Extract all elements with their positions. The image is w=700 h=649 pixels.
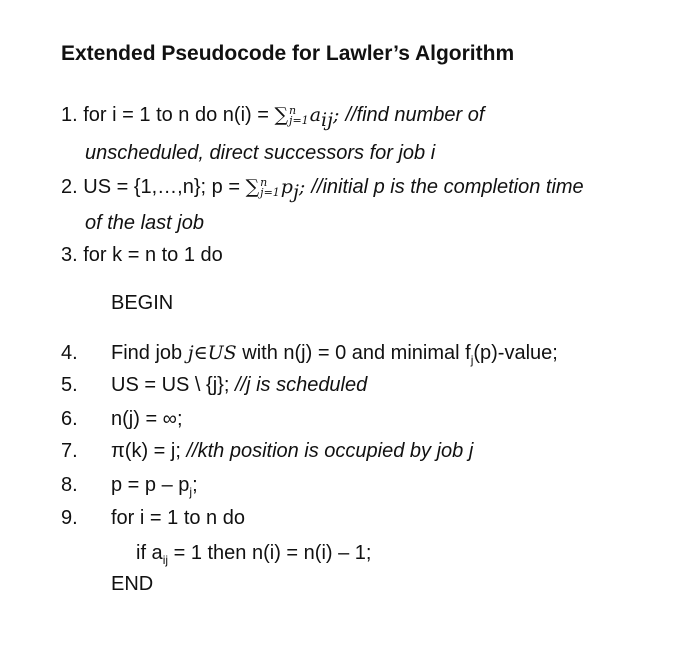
end-keyword: END (111, 573, 154, 595)
line-2-separator: ; (298, 176, 312, 198)
line-6-code: n(j) = ∞; (111, 408, 183, 430)
line-7-code: π(k) = j; (111, 440, 187, 462)
line-5 (111, 373, 367, 397)
line-9-code: for i = 1 to n do (111, 507, 245, 529)
line-8-text: p = p – p (111, 474, 190, 496)
sum-term: p (280, 176, 293, 198)
line-4-sub: j (470, 353, 474, 367)
line-3-number: 3. (61, 244, 78, 266)
line-6-number: 6. (61, 408, 78, 430)
sum-lower: j=1 (260, 185, 280, 199)
line-4-text-b: with n(j) = 0 and minimal f (236, 342, 471, 364)
line-7-comment: //kth position is occupied by job j (186, 440, 474, 462)
line-8-text-b: ; (192, 474, 198, 496)
line-5-comment: //j is scheduled (234, 374, 368, 396)
line-2-code: US = {1,…,n}; p = (83, 176, 246, 198)
sum-lower: j=1 (289, 113, 309, 127)
line-2-number: 2. (61, 176, 78, 198)
line-8-sub: j (189, 485, 193, 499)
line-3-code: for k = n to 1 do (83, 244, 223, 266)
line-4-number: 4. (61, 342, 78, 364)
line-4 (111, 341, 558, 372)
line-1-number: 1. (61, 104, 78, 126)
line-7 (111, 439, 473, 463)
sum-symbol: ∑ (274, 104, 289, 126)
line-5-number: 5. (61, 374, 78, 396)
line-1-comment: //find number of (345, 104, 485, 126)
line-7-number: 7. (61, 440, 78, 462)
line-2 (61, 175, 584, 204)
line-4-math: j∈US (187, 342, 237, 364)
line-4-text: Find job (111, 342, 188, 364)
line-5-code: US = US \ {j}; (111, 374, 235, 396)
inner-if-line (136, 541, 371, 572)
begin-keyword: BEGIN (111, 292, 174, 314)
inner-if-sub: ij (162, 553, 169, 567)
line-2-continuation: of the last job (85, 212, 204, 234)
sum-term-index: ij (321, 109, 333, 131)
sum-term: a (309, 104, 322, 126)
sum-upper: n (289, 103, 297, 117)
inner-if-text: if a (136, 542, 163, 564)
sum-term-index: j (292, 181, 299, 203)
line-1 (61, 103, 484, 132)
line-2-comment: //initial p is the completion time (311, 176, 584, 198)
page-title: Extended Pseudocode for Lawler’s Algorithm (61, 42, 515, 65)
line-9-number: 9. (61, 507, 78, 529)
inner-if-text-b: = 1 then n(i) = n(i) – 1; (168, 542, 372, 564)
line-8 (111, 473, 198, 504)
line-1-code: for i = 1 to n do n(i) = (83, 104, 275, 126)
sum-upper: n (260, 175, 268, 189)
line-1-continuation: unscheduled, direct successors for job i (85, 142, 436, 164)
sum-symbol: ∑ (245, 176, 260, 198)
line-1-separator: ; (332, 104, 346, 126)
line-3 (61, 243, 223, 267)
line-8-number: 8. (61, 474, 78, 496)
line-4-text-c: (p)-value; (473, 342, 558, 364)
